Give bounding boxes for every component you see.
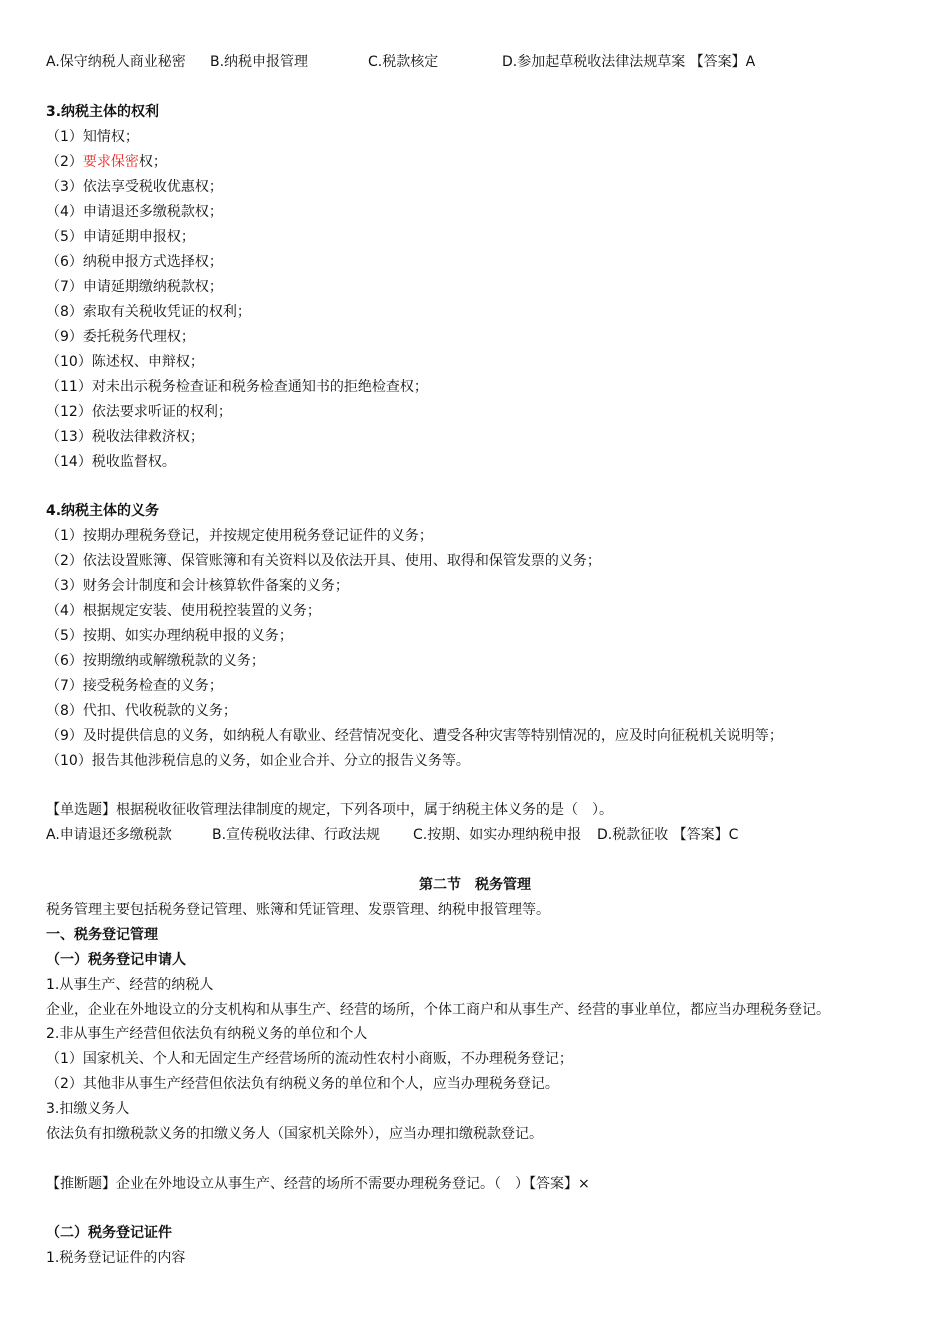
q2-option-a: A.申请退还多缴税款 (46, 827, 172, 843)
duties-item: （1）按期办理税务登记，并按规定使用税务登记证件的义务； (46, 528, 433, 544)
q1-option-b: B.纳税申报管理 (210, 54, 309, 70)
subheading-applicant: （一）税务登记申请人 (46, 952, 186, 968)
rights-item: （5）申请延期申报权； (46, 229, 195, 245)
paragraph-title: 1.税务登记证件的内容 (46, 1250, 186, 1266)
rights-heading: 3.纳税主体的权利 (46, 104, 160, 120)
duties-item: （7）接受税务检查的义务； (46, 678, 223, 694)
section-intro: 税务管理主要包括税务登记管理、账簿和凭证管理、发票管理、纳税申报管理等。 (46, 902, 550, 918)
q2-stem: 【单选题】根据税收征收管理法律制度的规定，下列各项中，属于纳税主体义务的是（ ）。 (46, 802, 613, 818)
q2-option-c: C.按期、如实办理纳税申报 (413, 827, 582, 843)
rights-item: （1）知情权； (46, 129, 139, 145)
rights-item: （9）委托税务代理权； (46, 329, 195, 345)
duties-item: （3）财务会计制度和会计核算软件备案的义务； (46, 578, 349, 594)
q1-option-a: A.保守纳税人商业秘密 (46, 54, 186, 70)
rights-item: （14）税收监督权。 (46, 454, 176, 470)
q1-option-d-answer: D.参加起草税收法律法规草案 【答案】A (502, 54, 756, 70)
duties-item: （2）依法设置账簿、保管账簿和有关资料以及依法开具、使用、取得和保管发票的义务； (46, 553, 601, 569)
rights-item: （10）陈述权、申辩权； (46, 354, 204, 370)
rights-item: （11）对未出示税务检查证和税务检查通知书的拒绝检查权； (46, 379, 428, 395)
q1-option-c: C.税款核定 (368, 54, 439, 70)
paragraph-text: 依法负有扣缴税款义务的扣缴义务人（国家机关除外），应当办理扣缴税款登记。 (46, 1126, 543, 1142)
rights-item: （8）索取有关税收凭证的权利； (46, 304, 251, 320)
section-title: 第二节 税务管理 (419, 877, 531, 893)
rights-item: （6）纳税申报方式选择权； (46, 254, 223, 270)
rights-item: （7）申请延期缴纳税款权； (46, 279, 223, 295)
subheading-certificate: （二）税务登记证件 (46, 1225, 172, 1241)
paragraph-item: （1）国家机关、个人和无固定生产经营场所的流动性农村小商贩，不办理税务登记； (46, 1051, 573, 1067)
paragraph-item: （2）其他非从事生产经营但依法负有纳税义务的单位和个人，应当办理税务登记。 (46, 1076, 559, 1092)
duties-item: （5）按期、如实办理纳税申报的义务； (46, 628, 293, 644)
q2-option-d-answer: D.税款征收 【答案】C (597, 827, 739, 843)
duties-item: （9）及时提供信息的义务，如纳税人有歇业、经营情况变化、遭受各种灾害等特别情况的，应及时向征税机关说明等； (46, 728, 783, 744)
q3-judgement: 【推断题】企业在外地设立从事生产、经营的场所不需要办理税务登记。（ ）【答案】× (46, 1176, 590, 1192)
paragraph-title: 3.扣缴义务人 (46, 1101, 130, 1117)
rights-item-suffix: 权； (138, 154, 167, 170)
heading-tax-registration: 一、税务登记管理 (46, 927, 158, 943)
duties-item: （4）根据规定安装、使用税控装置的义务； (46, 603, 321, 619)
paragraph-title: 1.从事生产、经营的纳税人 (46, 977, 214, 993)
rights-item: （13）税收法律救济权； (46, 429, 204, 445)
highlighted-text: 要求保密 (82, 154, 139, 170)
duties-heading: 4.纳税主体的义务 (46, 503, 160, 519)
rights-item-confidentiality (46, 152, 167, 172)
paragraph-text: 企业，企业在外地设立的分支机构和从事生产、经营的场所，个体工商户和从事生产、经营的事业单位，都应当办理税务登记。 (46, 1002, 830, 1018)
duties-item: （10）报告其他涉税信息的义务，如企业合并、分立的报告义务等。 (46, 753, 470, 769)
duties-item: （8）代扣、代收税款的义务； (46, 703, 237, 719)
rights-item-prefix: （2） (46, 154, 83, 170)
q2-option-b: B.宣传税收法律、行政法规 (212, 827, 381, 843)
paragraph-title: 2.非从事生产经营但依法负有纳税义务的单位和个人 (46, 1026, 368, 1042)
duties-item: （6）按期缴纳或解缴税款的义务； (46, 653, 265, 669)
rights-item: （4）申请退还多缴税款权； (46, 204, 223, 220)
rights-item: （3）依法享受税收优惠权； (46, 179, 223, 195)
rights-item: （12）依法要求听证的权利； (46, 404, 232, 420)
